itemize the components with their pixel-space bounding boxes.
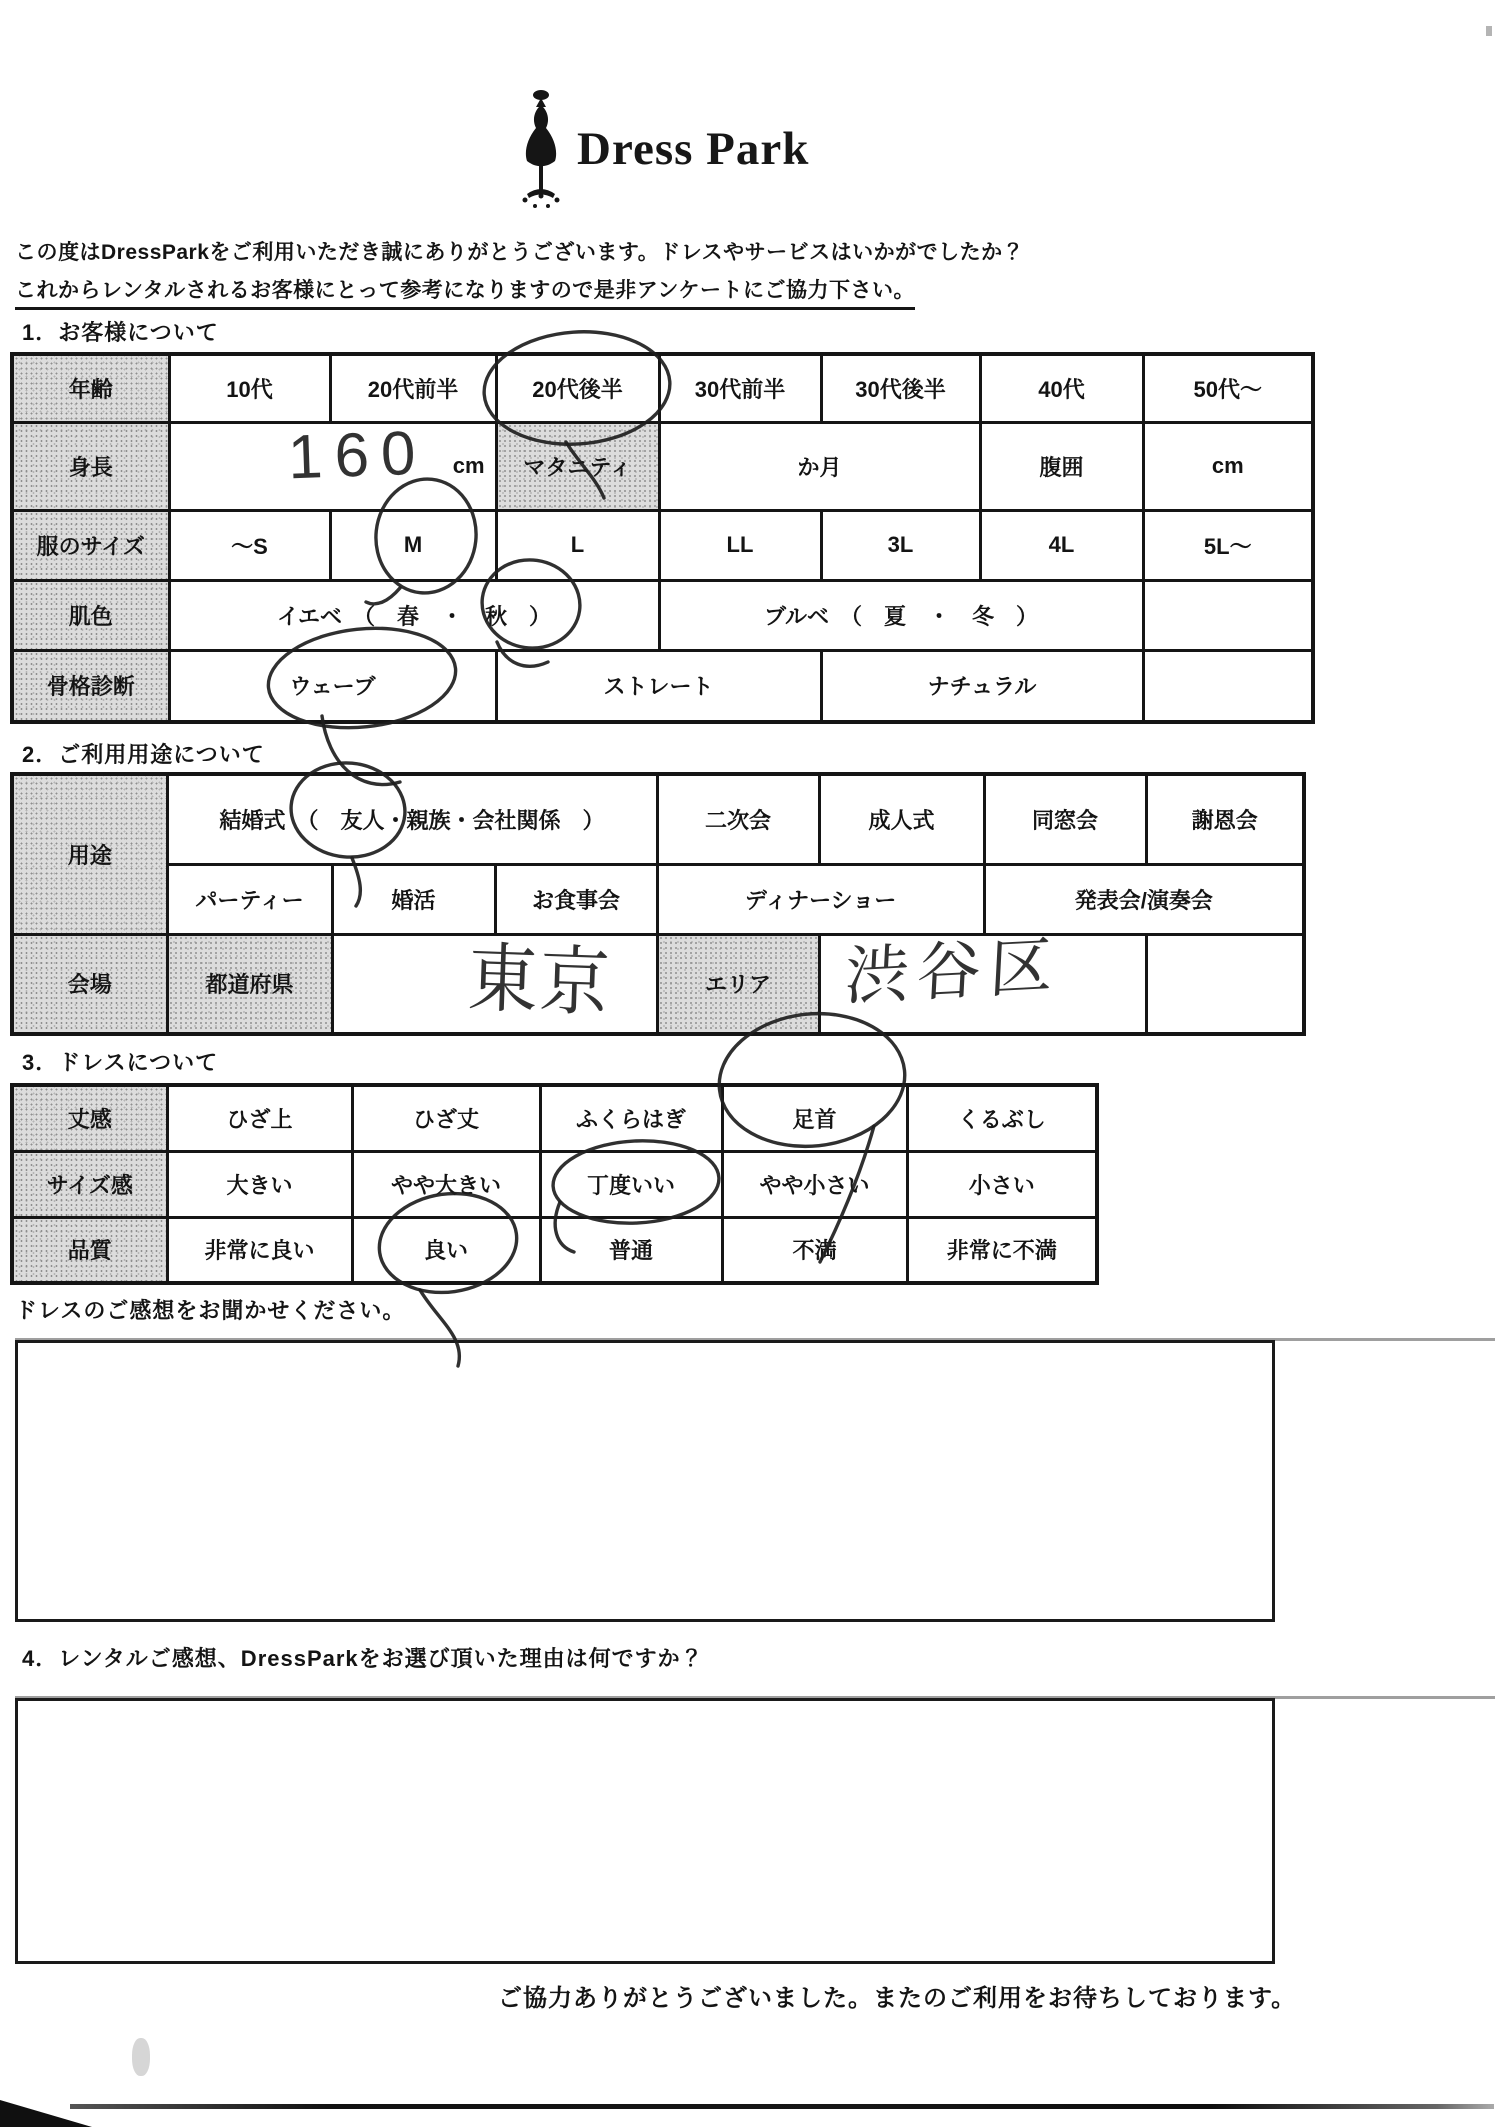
purpose-option-cell: ディナーショー [657, 864, 984, 934]
purpose-option-cell: 二次会 [657, 774, 819, 864]
length-option-cell: くるぶし [907, 1085, 1097, 1151]
frame-type-label-cell: 骨格診断 [12, 650, 169, 722]
size-option-cell: ～S [169, 510, 330, 580]
age-option-cell: 50代～ [1143, 354, 1313, 422]
size-option-cell: M [330, 510, 496, 580]
skin-tone-yellow-cell: イエベ （ 春 ・ 秋 ） [169, 580, 659, 650]
age-option-cell: 20代後半 [496, 354, 659, 422]
brand-name: Dress Park [577, 123, 810, 175]
scan-bottom-edge [70, 2104, 1494, 2109]
skin-tone-blue-cell: ブルベ （ 夏 ・ 冬 ） [659, 580, 1143, 650]
table-row-height [12, 422, 1313, 510]
purpose-option-cell: 婚活 [332, 864, 495, 934]
quality-option-cell: 良い [352, 1217, 540, 1283]
length-label-cell: 丈感 [12, 1085, 167, 1151]
purpose-label-cell: 用途 [12, 774, 167, 934]
prefecture-label-cell: 都道府県 [167, 934, 332, 1034]
brand-logo [515, 88, 809, 210]
empty-cell [1143, 580, 1313, 650]
handwritten-area-value: 渋谷区 [842, 929, 1063, 1013]
intro-line-1: この度はDressParkをご利用いただき誠にありがとうございます。ドレスやサービスはいかがでしたか？ [15, 241, 1025, 264]
quality-label-cell: 品質 [12, 1217, 167, 1283]
dress-mannequin-icon [515, 88, 567, 210]
age-label-cell: 年齢 [12, 354, 169, 422]
quality-option-cell: 非常に不満 [907, 1217, 1097, 1283]
empty-cell [1143, 650, 1313, 722]
frame-option-cell: ストレート [496, 650, 821, 722]
footer-thanks: ご協力ありがとうございました。またのご利用をお待ちしております。 [498, 1985, 1297, 2012]
purpose-option-cell: パーティー [167, 864, 332, 934]
maternity-label-cell: マタニティ [496, 422, 659, 510]
size-option-cell: 4L [980, 510, 1143, 580]
length-option-cell: 足首 [722, 1085, 907, 1151]
age-option-cell: 10代 [169, 354, 330, 422]
quality-option-cell: 不満 [722, 1217, 907, 1283]
purpose-option-cell: 結婚式 （ 友人・親族・会社関係 ） [167, 774, 657, 864]
fit-option-cell: 大きい [167, 1151, 352, 1217]
area-label-cell: エリア [657, 934, 819, 1034]
age-option-cell: 30代後半 [821, 354, 980, 422]
intro-line-2: これからレンタルされるお客様にとって参考になりますので是非アンケートにご協力下さい。 [15, 274, 915, 310]
fit-label-cell: サイズ感 [12, 1151, 167, 1217]
handwritten-prefecture-value: 東京 [466, 935, 614, 1026]
table-row-purpose-2 [12, 864, 1304, 934]
purpose-option-cell: 発表会/演奏会 [984, 864, 1304, 934]
frame-option-cell: ナチュラル [821, 650, 1143, 722]
scan-corner-blob [0, 2100, 92, 2127]
section1-heading: 1．お客様について [22, 320, 219, 345]
table-row-skin-tone [12, 580, 1313, 650]
clothing-size-label-cell: 服のサイズ [12, 510, 169, 580]
skin-tone-label-cell: 肌色 [12, 580, 169, 650]
rental-comment-box [15, 1698, 1275, 1964]
size-option-cell: L [496, 510, 659, 580]
table-row-venue [12, 934, 1304, 1034]
scan-speck [1486, 26, 1492, 36]
table-row-frame-type [12, 650, 1313, 722]
age-option-cell: 20代前半 [330, 354, 496, 422]
table-row-length [12, 1085, 1097, 1151]
waist-label-cell: 腹囲 [980, 422, 1143, 510]
purpose-option-cell: 同窓会 [984, 774, 1146, 864]
quality-option-cell: 非常に良い [167, 1217, 352, 1283]
purpose-option-cell: 成人式 [819, 774, 984, 864]
length-option-cell: ふくらはぎ [540, 1085, 722, 1151]
table-row-age [12, 354, 1313, 422]
quality-option-cell: 普通 [540, 1217, 722, 1283]
fit-option-cell: 小さい [907, 1151, 1097, 1217]
fit-option-cell: やや大きい [352, 1151, 540, 1217]
section3-heading: 3．ドレスについて [22, 1050, 219, 1075]
dress-comment-box [15, 1340, 1275, 1622]
size-option-cell: LL [659, 510, 821, 580]
dress-table [10, 1083, 1099, 1285]
age-option-cell: 30代前半 [659, 354, 821, 422]
maternity-months-cell: か月 [659, 422, 980, 510]
scan-smudge [132, 2038, 150, 2076]
table-row-clothing-size [12, 510, 1313, 580]
table-row-quality [12, 1217, 1097, 1283]
empty-cell [1146, 934, 1304, 1034]
length-option-cell: ひざ上 [167, 1085, 352, 1151]
section4-heading: 4．レンタルご感想、DressParkをお選び頂いた理由は何ですか？ [22, 1646, 704, 1671]
section2-heading: 2．ご利用用途について [22, 742, 265, 767]
length-option-cell: ひざ丈 [352, 1085, 540, 1151]
fit-option-cell: やや小さい [722, 1151, 907, 1217]
age-option-cell: 40代 [980, 354, 1143, 422]
purpose-option-cell: お食事会 [495, 864, 657, 934]
venue-label-cell: 会場 [12, 934, 167, 1034]
height-label-cell: 身長 [12, 422, 169, 510]
frame-option-cell: ウェーブ [169, 650, 496, 722]
size-option-cell: 3L [821, 510, 980, 580]
customer-table [10, 352, 1315, 724]
height-unit: cm [452, 453, 485, 478]
table-row-purpose-1 [12, 774, 1304, 864]
fit-option-cell: 丁度いい [540, 1151, 722, 1217]
waist-unit-cell: cm [1143, 422, 1313, 510]
size-option-cell: 5L～ [1143, 510, 1313, 580]
usage-table [10, 772, 1306, 1036]
purpose-option-cell: 謝恩会 [1146, 774, 1304, 864]
handwritten-height-value: 160 [286, 418, 429, 493]
dress-comment-label: ドレスのご感想をお聞かせください。 [15, 1298, 406, 1323]
table-row-fit [12, 1151, 1097, 1217]
